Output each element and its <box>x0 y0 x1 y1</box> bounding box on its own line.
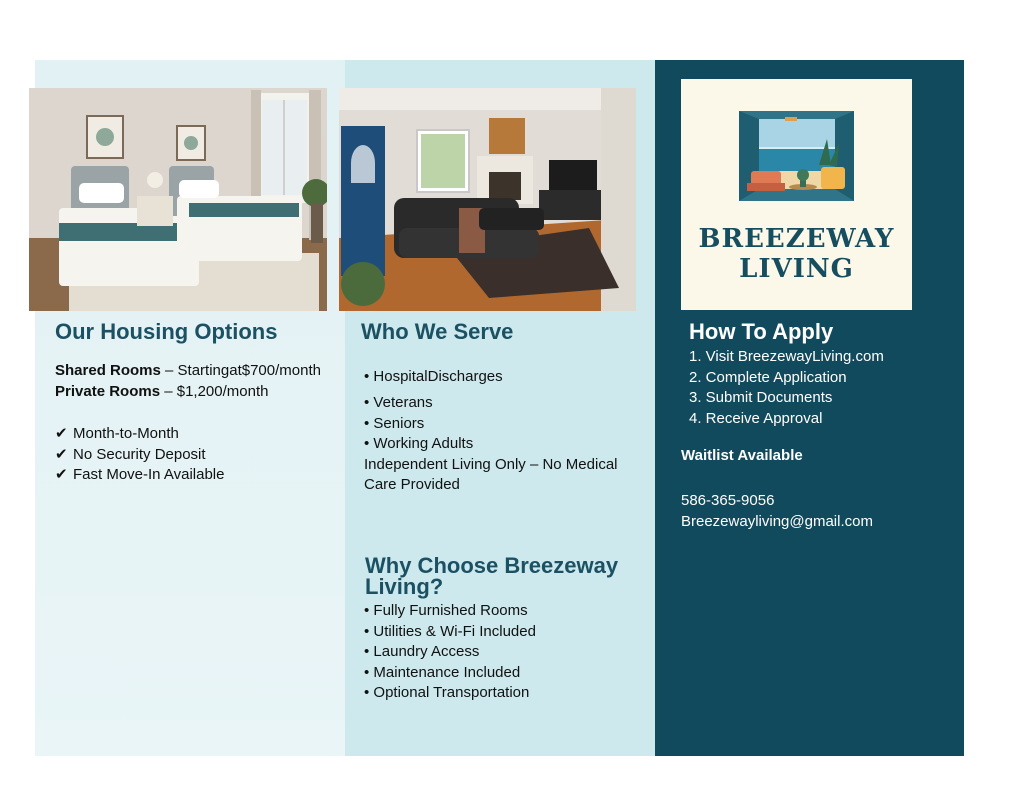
phone-number[interactable]: 586-365-9056 <box>681 492 775 509</box>
list-item: • Fully Furnished Rooms <box>364 602 528 619</box>
living-room-photo <box>339 88 636 311</box>
pricing-block <box>55 361 345 402</box>
serve-list <box>364 393 649 496</box>
housing-title: Our Housing Options <box>55 319 278 344</box>
feature-item: ✔ No Security Deposit <box>55 445 315 466</box>
apply-step: 2. Complete Application <box>689 368 847 386</box>
feature-list <box>55 424 315 486</box>
checkmark-icon: ✔ <box>55 466 68 483</box>
house-window-icon <box>681 79 912 219</box>
checkmark-icon: ✔ <box>55 425 68 442</box>
list-item: • Veterans <box>364 394 433 411</box>
list-item: • Working Adults <box>364 435 474 452</box>
apply-step: 1. Visit BreezewayLiving.com <box>689 348 884 365</box>
list-item: • Utilities & Wi-Fi Included <box>364 622 536 640</box>
list-item: • Maintenance Included <box>364 663 521 681</box>
why-list <box>364 601 649 704</box>
apply-step: 3. Submit Documents <box>689 389 833 406</box>
care-note-line1: Independent Living Only – No Medical <box>364 455 618 473</box>
private-rooms-price: Private Rooms – $1,200/month <box>55 382 269 400</box>
logo-text-living: LIVING <box>739 254 854 284</box>
who-we-serve-title: Who We Serve <box>361 319 514 344</box>
list-item: • Laundry Access <box>364 643 480 660</box>
care-note-line2: Care Provided <box>364 476 460 493</box>
feature-item: ✔ Month-to-Month <box>55 424 315 445</box>
apply-step: 4. Receive Approval <box>689 409 823 427</box>
list-item: • Seniors <box>364 414 425 432</box>
feature-item: ✔ Fast Move-In Available <box>55 465 315 486</box>
contact-block <box>681 491 951 532</box>
serve-first-item: • HospitalDischarges <box>364 368 503 385</box>
logo <box>681 79 912 310</box>
shared-rooms-price: Shared Rooms – Startingat$700/month <box>55 362 321 379</box>
logo-text-breezeway: BREEZEWAY <box>698 224 895 254</box>
apply-steps <box>689 347 959 429</box>
email-address[interactable]: Breezewayliving@gmail.com <box>681 512 873 530</box>
waitlist-note: Waitlist Available <box>681 447 803 464</box>
bedroom-photo <box>29 88 327 311</box>
checkmark-icon: ✔ <box>55 445 68 463</box>
how-to-apply-title: How To Apply <box>689 319 834 344</box>
why-choose-title: Why Choose Breezeway Living? <box>365 553 619 599</box>
list-item: • Optional Transportation <box>364 684 530 701</box>
